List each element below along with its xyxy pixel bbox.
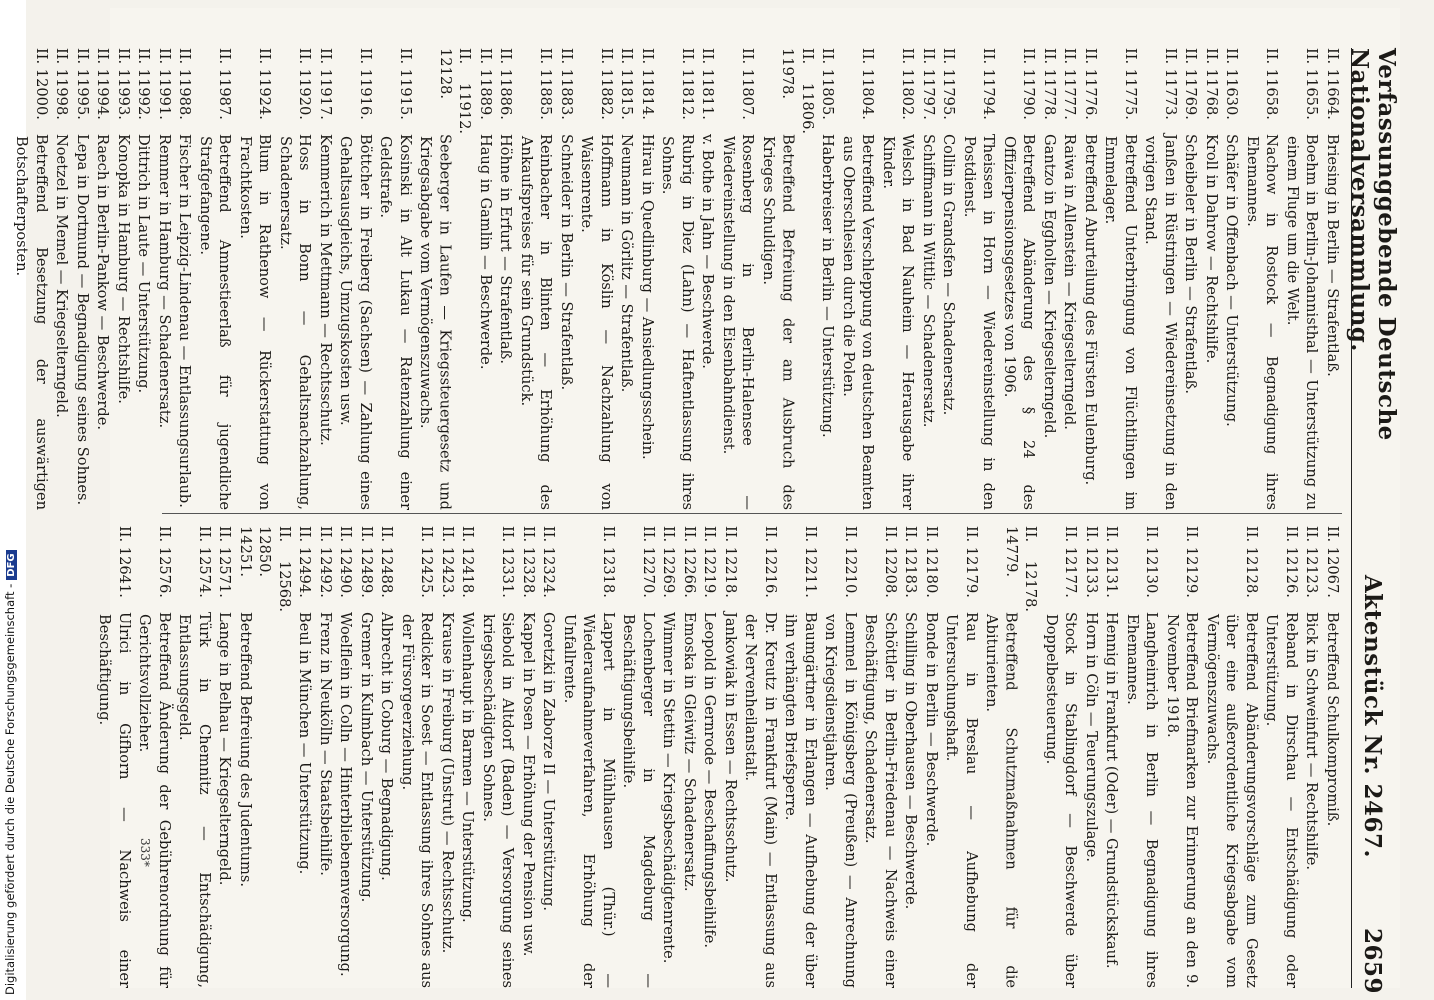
petition-number: II. 12208.: [882, 526, 899, 598]
petition-entry: [134, 48, 154, 510]
petition-number: II. 11988.: [176, 48, 194, 120]
record-number: Aktenstück Nr. 2467.: [1359, 574, 1387, 858]
petition-entry: [479, 526, 518, 988]
petition-text: Hoss in Bonn — Gehaltsnachzahlung, Schadenersatz.: [277, 134, 314, 510]
petition-entry: [1101, 48, 1140, 510]
petition-number: II. 11920.: [296, 48, 314, 120]
petition-entry: [939, 48, 959, 510]
petition-number: II. 12129.: [1183, 526, 1201, 598]
petition-text: Wollenhaupt in Barmen — Unterstützung.: [459, 612, 477, 923]
petition-text: Boehm in Berlin-Johannisthal — Unterstützung zu einem Fluge um die Welt.: [1284, 134, 1321, 510]
petition-text: Kroll in Dahrow — Rechtshilfe.: [1203, 134, 1220, 364]
petition-entry: [316, 526, 336, 988]
petition-text: Seeberger in Laufen — Kriegssteuergesetz und Kriegsabgabe vom Vermögenszuwachs.: [417, 134, 454, 510]
petition-entry: [438, 526, 458, 988]
petition-entry: [560, 526, 619, 988]
petition-text: Lochenberger in Magdeburg — Beschäftigungsbeihilfe.: [620, 612, 657, 988]
petition-entry: [476, 48, 496, 510]
petition-entry: [1181, 48, 1201, 510]
petition-entry: [700, 526, 720, 988]
petition-entry: [12, 48, 51, 510]
petition-number: II. 12133.: [1083, 526, 1100, 598]
petition-text: Emoska in Gleiwitz — Schadenersatz.: [681, 612, 698, 892]
petition-number: II. 12423.: [439, 526, 456, 598]
petition-text: Konopka in Hamburg — Rechtshilfe.: [115, 134, 132, 404]
petition-number: II. 12130.: [1143, 526, 1161, 598]
petition-entry: [619, 526, 658, 988]
petition-entry: [52, 48, 72, 510]
petition-text: Lepa in Dortmund — Begnadigung seines Sohnes.: [74, 134, 91, 506]
petition-number: II. 11916.: [357, 48, 374, 120]
petition-entry: [155, 48, 175, 510]
petition-entry: [638, 48, 658, 510]
petition-text: Wimmer in Stettin — Kriegsbeschädigtenrente.: [660, 612, 678, 964]
petition-number: II. 12269.: [660, 526, 678, 598]
page-header: [1346, 48, 1400, 995]
petition-number: II. 11776.: [1082, 48, 1099, 120]
page-title: Verfassunggebende Deutsche Nationalversammlung.: [1346, 48, 1400, 441]
petition-number: II. 12210.: [842, 526, 859, 598]
petition-number: II. 12180.: [923, 526, 940, 598]
petition-number: II. 12576.: [156, 526, 173, 598]
petition-text: Scheibeler in Berlin — Strafentlaß.: [1182, 134, 1200, 395]
petition-text: Albrecht in Coburg — Begnadigung.: [378, 612, 396, 881]
petition-entry: [114, 48, 134, 510]
petition-text: Collin in Grandsfen — Schadenersatz.: [940, 134, 958, 416]
petition-entry: [1081, 48, 1101, 510]
petition-text: Türk in Chemnitz — Entschädigung, Entlassungsgeld.: [176, 612, 213, 988]
petition-number: II. 12178. 14779.: [1003, 526, 1040, 612]
petition-text: Betreffend Änderung der Gebührenordnung für Gerichtsvollzieher.: [136, 612, 173, 988]
petition-text: Bick in Schweinfurt — Rechtshilfe.: [1303, 612, 1321, 870]
petition-text: Hoffmann in Köslin — Nachzahlung von Waisenrente.: [578, 134, 615, 510]
petition-number: II. 11790.: [1020, 48, 1038, 120]
petition-number: II. 11806. 11978.: [779, 48, 816, 134]
petition-text: Jankowiak in Essen — Rechtsschutz.: [722, 612, 739, 883]
petition-text: Lemmel in Königsberg (Preußen) — Anrechnung von Kriegsdienstjahren.: [822, 612, 859, 988]
petition-number: II. 12270.: [640, 526, 657, 598]
petition-text: Leopold in Gernrode — Beschaffungsbeihilfe.: [701, 612, 719, 949]
petition-entry: [901, 526, 921, 988]
petition-number: II. 11775.: [1122, 48, 1139, 120]
petition-number: II. 12574.: [196, 526, 213, 598]
petition-text: Redicker in Soest — Entlassung ihres Sohnes aus der Fürsorgeerziehung.: [399, 612, 436, 988]
petition-number: II. 11912. 12128.: [437, 48, 474, 134]
petition-number: II. 12494.: [296, 526, 314, 598]
petition-number: II. 11797.: [920, 48, 937, 120]
petition-number: II. 11889.: [477, 48, 494, 120]
petition-entry: [1302, 526, 1322, 988]
petition-number: II. 12489.: [358, 526, 375, 598]
petition-number: II. 11992.: [135, 48, 153, 120]
petition-entry: [942, 526, 981, 988]
petition-entry: [196, 48, 235, 510]
petition-number: II. 11795.: [940, 48, 958, 120]
petition-entry: [539, 526, 559, 988]
petition-entry: [416, 48, 475, 510]
petition-entry: [95, 526, 134, 988]
petition-number: II. 12418.: [459, 526, 477, 598]
petition-number: II. 11655.: [1303, 48, 1321, 120]
petition-entry: [215, 526, 235, 988]
petition-text: Fischer in Leipzig-Lindenau — Entlassungsurlaub.: [176, 134, 194, 508]
petition-entry: [1203, 526, 1262, 988]
petition-number: II. 11994.: [94, 48, 112, 120]
petition-text: Rosenberg in Berlin-Halensee — Wiedereinstellung in den Eisenbahndienst.: [720, 134, 757, 510]
petition-entry: [1283, 48, 1322, 510]
petition-entry: [781, 526, 820, 988]
petition-entry: [276, 48, 315, 510]
document-page: [13, 8, 1400, 995]
petition-number: II. 11883.: [558, 48, 575, 120]
header-rule: [1351, 48, 1352, 988]
petition-text: Schiffmann in Wittlic — Schadenersatz.: [920, 134, 937, 428]
petition-entry: [496, 48, 516, 510]
petition-number: II. 11814.: [639, 48, 656, 120]
petition-number: II. 12219.: [701, 526, 719, 598]
petition-entry: [517, 48, 556, 510]
petition-entry: [617, 48, 637, 510]
petition-number: II. 11811.: [699, 48, 717, 120]
petition-number: II. 12128.: [1243, 526, 1260, 598]
petition-number: II. 11778.: [1041, 48, 1058, 120]
petition-text: Hirau in Quedlinburg — Ansiedlungsschein.: [639, 134, 656, 460]
petition-number: II. 11658.: [1263, 48, 1281, 120]
petition-entry: [818, 48, 838, 510]
petition-text: Noetzel in Memel — Kriegselterngeld.: [53, 134, 71, 418]
petition-entry: [839, 48, 878, 510]
petition-entry: [1222, 48, 1242, 510]
petition-entry: [1082, 526, 1102, 988]
petition-entry: [316, 48, 336, 510]
petition-text: Briesing in Berlin — Strafentlaß.: [1324, 134, 1341, 377]
petition-text: Kemmerich in Mettmann — Rechtsschutz.: [317, 134, 334, 446]
petition-text: Betreffend Abänderung des § 24 des Offizierpensionsgesetzes von 1906.: [1001, 134, 1038, 510]
petition-text: Remmer in Hamburg — Schadenersatz.: [156, 134, 173, 429]
petition-entry: [659, 526, 679, 988]
petition-text: Kosinski in Alt Lukau — Ratenzahlung einer Geldstrafe.: [377, 134, 414, 510]
petition-entry: [336, 526, 356, 988]
petition-text: Hennig in Frankfurt (Oder) — Grundstückskauf.: [1103, 612, 1121, 969]
petition-number: II. 11630.: [1223, 48, 1241, 120]
petition-text: Betreffend Amnestieerlaß für jugendliche Strafgefangene.: [197, 134, 234, 510]
petition-entry: [376, 48, 415, 510]
petition-text: Betreffend Aburteilung des Fürsten Eulenburg.: [1082, 134, 1099, 486]
petition-text: Betreffend Besetzung der auswärtigen Botschafterposten.: [13, 134, 50, 510]
petition-entry: [73, 48, 93, 510]
petition-entry: [295, 526, 315, 988]
petition-text: Betreffend Abänderungsvorschläge zum Gesetz über eine außerordentliche Kriegsabgabe vom Vermögenszuwachs.: [1204, 612, 1260, 988]
petition-entry: [557, 48, 577, 510]
petition-entry: [236, 48, 275, 510]
petition-entry: [93, 48, 113, 510]
petition-entry: [759, 48, 818, 510]
petition-number: II. 12126.: [1283, 526, 1300, 598]
petition-text: Raiwa in Allenstein — Kriegselterngeld.: [1061, 134, 1079, 430]
petition-text: Reband in Dirschau — Entschädigung oder Unterstützung.: [1263, 612, 1300, 988]
petition-text: Haberbreiser in Berlin — Unterstützung.: [819, 134, 837, 438]
petition-number: II. 11987.: [216, 48, 234, 120]
petition-text: Goretzki in Zaborze II — Unterstützung.: [540, 612, 558, 912]
petition-number: II. 12211.: [802, 526, 819, 598]
petition-number: II. 11777.: [1061, 48, 1079, 120]
petition-entry: [1163, 526, 1202, 988]
petition-number: II. 11993.: [115, 48, 132, 120]
petition-text: Rau in Breslau — Aufhebung der Untersuchungshaft.: [943, 612, 980, 988]
petition-text: Schneider in Berlin — Strafentlaß.: [558, 134, 575, 391]
petition-text: Schäfer in Offenbach — Unterstützung.: [1223, 134, 1241, 427]
petition-number: II. 11991.: [156, 48, 173, 120]
petition-number: II. 12488.: [378, 526, 396, 598]
petition-entry: [1323, 48, 1343, 510]
petition-entry: [922, 526, 942, 988]
petition-entry: [1042, 526, 1081, 988]
petition-text: Betreffend Befreiung der am Ausbruch des Krieges Schuldigen.: [760, 134, 797, 510]
petition-number: II. 12218.: [722, 526, 739, 598]
petition-number: II. 12216.: [762, 526, 779, 598]
petition-text: Bonde in Berlin — Beschwerde.: [923, 612, 940, 847]
petition-number: II. 12492.: [317, 526, 334, 598]
petition-number: II. 12123.: [1303, 526, 1321, 598]
petition-number: II. 11794.: [980, 48, 998, 120]
petition-number: II. 12183.: [902, 526, 920, 598]
petition-number: II. 12331.: [499, 526, 517, 598]
petition-text: Baumgärtner in Erlangen — Aufhebung der über ihn verhängten Briefsperre.: [782, 612, 819, 988]
petition-number: II. 12328.: [520, 526, 537, 598]
petition-entry: [398, 526, 437, 988]
petition-text: Woelflein in Colln — Hinterbliebenenversorgung.: [337, 612, 355, 977]
petition-text: Raech in Berlin-Pankow — Beschwerde.: [94, 134, 112, 430]
petition-number: II. 11995.: [74, 48, 91, 120]
petition-number: II. 12641.: [116, 526, 133, 598]
petition-entry: [1323, 526, 1343, 988]
petition-number: II. 11768.: [1203, 48, 1220, 120]
petition-entry: [1123, 526, 1162, 988]
petition-entry: [175, 526, 214, 988]
petition-entry: [919, 48, 939, 510]
petition-number: II. 11924.: [256, 48, 274, 120]
petition-entry: [1243, 48, 1282, 510]
digitization-note-text: Digitalisierung gefördert durch die Deutsche Forschungsgemeinschaft -: [3, 583, 17, 995]
petition-text: Stock in Stablingdorf — Beschwerde über Doppelbesteuerung.: [1043, 612, 1080, 988]
petition-number: II. 11917.: [317, 48, 334, 120]
petition-text: Langheinrich in Berlin — Begnadigung ihres Ehemannes.: [1124, 612, 1161, 988]
petition-number: II. 12266.: [681, 526, 698, 598]
petition-text: Theissen in Horn — Wiedereinstellung in den Postdienst.: [961, 134, 998, 510]
petition-number: II. 11805.: [819, 48, 837, 120]
petition-number: II. 11882.: [598, 48, 615, 120]
petition-entry: [1102, 526, 1122, 988]
petition-entry: [1060, 48, 1080, 510]
petition-text: Betreffend Schulkompromiß.: [1324, 612, 1341, 827]
petition-entry: [377, 526, 397, 988]
petition-entry: [175, 48, 195, 510]
petition-entry: [741, 526, 780, 988]
petition-text: Lange in Belhau — Kriegselterngeld.: [216, 612, 234, 886]
petition-text: Schilling in Oberhausen — Beschwerde.: [902, 612, 920, 910]
petition-number: II. 12177.: [1062, 526, 1080, 598]
petition-text: Krause in Freiburg (Unstrut) — Rechtsschutz.: [439, 612, 456, 954]
petition-text: Beul in München — Unterstützung.: [296, 612, 314, 875]
petition-text: Janßen in Rüstringen — Wiedereinsetzung in den vorigen Stand.: [1142, 134, 1179, 510]
petition-number: II. 11773.: [1162, 48, 1179, 120]
petition-text: Betreffend Schutzmaßnahmen für die Abiturienten.: [983, 612, 1020, 988]
petition-text: Betreffend Befreiung des Judentums.: [237, 612, 254, 888]
petition-number: II. 12425.: [418, 526, 436, 598]
petition-text: Reinbacher in Blinten — Erhöhung des Ankaufspreises für sein Grundstück.: [518, 134, 555, 510]
petition-entry: [1202, 48, 1222, 510]
petition-number: II. 12490.: [337, 526, 355, 598]
petition-text: Nachow in Rostock — Begnadigung ihres Ehemannes.: [1244, 134, 1281, 510]
petition-entry: [719, 48, 758, 510]
petition-number: II. 12131.: [1103, 526, 1121, 598]
petition-entry: [135, 526, 174, 988]
petition-number: II. 11815.: [618, 48, 636, 120]
petition-entry: [982, 526, 1041, 988]
column-divider: [162, 513, 1342, 514]
petition-number: II. 11804.: [859, 48, 877, 120]
petition-entry: [698, 48, 718, 510]
left-column: [11, 48, 1342, 510]
petition-text: Welsch in Bad Nauheim — Herausgabe ihrer Kinder.: [880, 134, 917, 510]
petition-number: II. 11886.: [497, 48, 515, 120]
petition-text: Siebold in Altdorf (Baden) — Versorgung seines kriegsbeschädigten Sohnes.: [480, 612, 517, 988]
petition-number: II. 12067.: [1324, 526, 1341, 598]
petition-text: Frenz in Neukölln — Staatsbeihilfe.: [317, 612, 334, 876]
petition-number: II. 12318.: [600, 526, 617, 598]
petition-entry: [519, 526, 539, 988]
petition-entry: [577, 48, 616, 510]
petition-text: Schöttler in Berlin-Friedenau — Nachweis einer Beschäftigung, Schadenersatz.: [862, 612, 899, 988]
petition-number: II. 11998.: [53, 48, 71, 120]
petition-text: Haug in Gamlin — Beschwerde.: [477, 134, 494, 370]
petition-entry: [236, 526, 295, 988]
petition-number: II. 11769.: [1182, 48, 1200, 120]
petition-number: II. 12568. 12850. 14251.: [237, 526, 293, 612]
petition-number: II. 12000.: [33, 48, 50, 120]
petition-number: II. 12571.: [216, 526, 234, 598]
petition-entry: [861, 526, 900, 988]
petition-entry: [1141, 48, 1180, 510]
petition-entry: [960, 48, 999, 510]
petition-number: II. 12179.: [963, 526, 980, 598]
petition-entry: [357, 526, 377, 988]
petition-number: II. 11812.: [679, 48, 696, 120]
petition-text: v. Bothe in Jahn — Beschwerde.: [699, 134, 717, 369]
right-column: [94, 526, 1342, 988]
petition-text: Betreffend Unterbringung von Flüchtlingen im Emmelager.: [1102, 134, 1139, 510]
petition-text: Horn in Cöln — Teuerungszulage.: [1083, 612, 1100, 863]
petition-text: Böttcher in Freiberg (Sachsen) — Zahlung eines Gehaltsausgleichs, Umzugskosten usw.: [337, 134, 374, 510]
dfg-logo: DFG: [6, 550, 17, 579]
petition-number: II. 11807.: [739, 48, 757, 120]
petition-number: II. 11915.: [397, 48, 414, 120]
petition-entry: [458, 526, 478, 988]
petition-text: Gremer in Kulmbach — Unterstützung.: [358, 612, 375, 903]
petition-text: Lappert in Mühlhausen (Thür.) — Wiederaufnahmeverfahren, Erhöhung der Unfallrente.: [561, 612, 617, 988]
petition-text: Kappel in Posen — Erhöhung der Pension usw.: [520, 612, 537, 957]
petition-entry: [1262, 526, 1301, 988]
petition-number: II. 12324.: [540, 526, 558, 598]
petition-number: II. 11664.: [1324, 48, 1341, 120]
petition-entry: [721, 526, 741, 988]
petition-text: Betreffend Verschleppung von deutschen Beamten aus Oberschlesien durch die Polen.: [840, 134, 877, 510]
petition-entry: [658, 48, 697, 510]
petition-text: Höhne in Erfurt — Strafentlaß.: [497, 134, 515, 365]
petition-text: Dr. Kreutz in Frankfurt (Main) — Entlassung aus der Nervenheilanstalt.: [742, 612, 779, 988]
petition-entry: [1000, 48, 1039, 510]
petition-entry: [680, 526, 700, 988]
petition-number: II. 11885.: [537, 48, 555, 120]
petition-entry: [821, 526, 860, 988]
petition-entry: [1040, 48, 1060, 510]
petition-text: Gantzo in Eggholten — Kriegselterngeld.: [1041, 134, 1058, 439]
page-number: 2659: [1359, 928, 1387, 995]
petition-text: Dittrich in Laute — Unterstützung.: [135, 134, 153, 394]
petition-entry: [336, 48, 375, 510]
petition-text: Blum in Rathenow — Rückerstattung von Frachtkosten.: [237, 134, 274, 510]
petition-text: Betreffend Briefmarken zur Erinnerung an den 9. November 1918.: [1164, 612, 1201, 988]
petition-entry: [879, 48, 918, 510]
petition-text: Neumann in Görlitz — Strafentlaß.: [618, 134, 636, 393]
sheet-mark: 333*: [138, 838, 152, 867]
petition-number: II. 11802.: [899, 48, 917, 120]
petition-text: Rubrig in Diez (Lahn) — Haftentlassung ihres Sohnes.: [659, 134, 696, 510]
petition-text: Ulrici in Gifhorn — Nachweis einer Beschäftigung.: [96, 612, 133, 988]
